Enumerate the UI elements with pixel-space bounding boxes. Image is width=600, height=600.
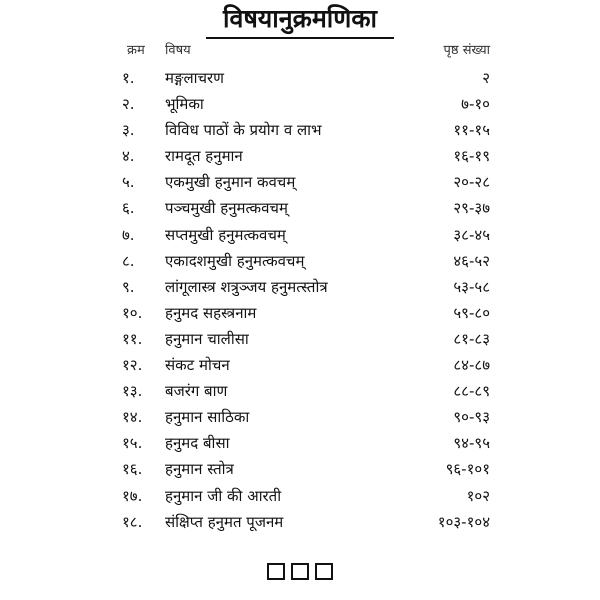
square-ornament-icon [291,563,309,580]
toc-entry-number: १२. [122,356,143,375]
title-underline [206,37,394,39]
toc-entry-title: एकमुखी हनुमान कवचम् [165,173,296,192]
toc-entry-number: १८. [122,512,143,531]
toc-entry [0,170,600,196]
toc-entry-title: बजरंग बाण [165,382,228,401]
toc-entry-pages: ७-१० [461,95,490,114]
toc-entry [0,275,600,301]
square-ornament-icon [267,563,285,580]
toc-entry-pages: ५३-५८ [453,277,490,296]
toc-entry-title: हनुमद बीसा [165,434,230,453]
toc-entry-number: ३. [122,121,135,140]
header-subject-label: विषय [165,43,191,58]
toc-entry-title: सप्तमुखी हनुमत्कवचम् [165,225,286,244]
toc-entry-title: संकट मोचन [165,356,230,375]
toc-entry-pages: २०-२८ [453,173,490,192]
toc-entry [0,144,600,170]
toc-entry-number: २. [122,95,135,114]
toc-entry-title: भूमिका [165,95,204,114]
toc-entry-number: ८. [122,251,135,270]
toc-entry-number: ५. [122,173,135,192]
toc-entry-pages: ९६-१०१ [445,460,490,479]
toc-entry-number: १३. [122,382,143,401]
toc-entry [0,223,600,249]
page-title: विषयानुक्रमणिका [222,4,378,33]
toc-entry-title: हनुमान साठिका [165,408,250,427]
toc-entry [0,457,600,483]
toc-entry-title: हनुमद सहस्त्रनाम [165,303,257,322]
toc-entry-number: १६. [122,460,143,479]
toc-entry-pages: ८१-८३ [453,329,490,348]
toc-entry-number: ७. [122,225,135,244]
toc-entry-pages: ९४-९५ [453,434,490,453]
toc-entry-title: लांगूलास्त्र शत्रुञ्जय हनुमत्स्तोत्र [165,277,328,296]
toc-list [0,66,600,536]
toc-entry [0,379,600,405]
toc-entry-number: ९. [122,277,135,296]
toc-entry-pages: ८४-८७ [453,356,490,375]
toc-entry-title: हनुमान चालीसा [165,329,249,348]
toc-entry-number: १. [122,69,135,87]
toc-entry-title: हनुमान जी की आरती [165,486,282,505]
toc-entry [0,249,600,275]
toc-entry [0,92,600,118]
square-ornament-icon [315,563,333,580]
toc-entry-pages: १०३-१०४ [437,512,490,531]
toc-entry-number: ६. [122,199,135,218]
toc-entry-pages: ३८-४५ [453,225,490,244]
footer-ornament [0,563,600,585]
toc-entry-pages: १०२ [466,486,490,505]
toc-entry [0,66,600,92]
toc-entry-number: १०. [122,303,143,322]
toc-entry-number: ११. [122,329,143,348]
toc-entry-pages: ४६-५२ [453,251,490,270]
toc-entry [0,353,600,379]
toc-entry-title: पञ्चमुखी हनुमत्कवचम् [165,199,288,218]
toc-entry-pages: ८८-८९ [453,382,490,401]
toc-entry [0,484,600,510]
header-page-label: पृष्ठ संख्या [443,43,490,58]
toc-entry-pages: ९०-९३ [453,408,490,427]
toc-entry-number: १४. [122,408,143,427]
toc-entry-pages: ११-१५ [453,121,490,140]
toc-entry [0,118,600,144]
toc-entry-pages: २ [482,69,490,87]
toc-entry [0,301,600,327]
toc-entry-title: रामदूत हनुमान [165,147,243,166]
toc-entry-number: १५. [122,434,143,453]
toc-entry-title: मङ्गलाचरण [165,69,225,87]
toc-entry [0,510,600,536]
toc-entry-title: संक्षिप्त हनुमत पूजनम [165,512,284,531]
toc-entry-number: ४. [122,147,135,166]
toc-entry [0,431,600,457]
toc-entry-pages: १६-१९ [453,147,490,166]
toc-entry-title: एकादशमुखी हनुमत्कवचम् [165,251,305,270]
toc-entry-pages: २९-३७ [453,199,490,218]
toc-entry-pages: ५९-८० [453,303,490,322]
toc-entry-title: हनुमान स्तोत्र [165,460,234,479]
toc-entry [0,405,600,431]
toc-entry-title: विविध पाठों के प्रयोग व लाभ [165,121,322,140]
toc-entry [0,196,600,222]
header-serial-label: क्रम [127,43,145,58]
toc-header [0,40,600,60]
toc-entry [0,327,600,353]
toc-entry-number: १७. [122,486,143,505]
